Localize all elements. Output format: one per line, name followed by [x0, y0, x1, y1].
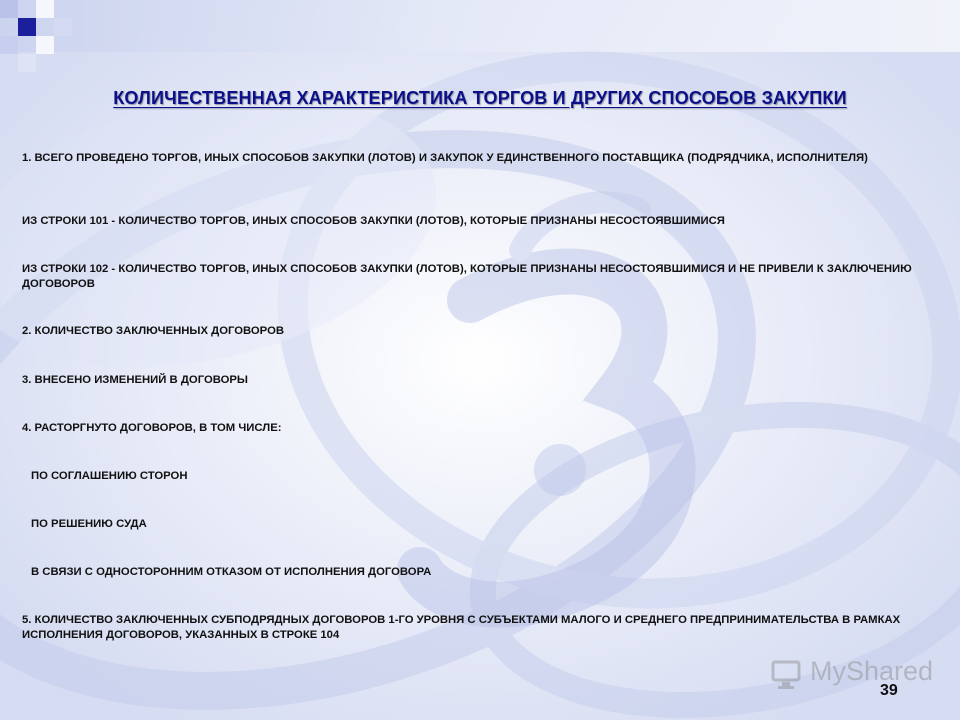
- watermark-text: MyShared: [810, 656, 934, 686]
- list-item-8: ПО РЕШЕНИЮ СУДА: [31, 518, 147, 530]
- list-item-3: ИЗ СТРОКИ 102 - КОЛИЧЕСТВО ТОРГОВ, ИНЫХ СПОСОБОВ ЗАКУПКИ (ЛОТОВ), КОТОРЫЕ ПРИЗНАНЫ НЕСОСТОЯВШИМИСЯ И НЕ ПРИВЕЛИ К ЗАКЛЮЧЕНИЮ ДОГОВОРОВ: [22, 263, 912, 290]
- myshared-watermark-icon: [770, 652, 940, 692]
- list-item-7: ПО СОГЛАШЕНИЮ СТОРОН: [31, 470, 188, 482]
- list-item-5: 3. ВНЕСЕНО ИЗМЕНЕНИЙ В ДОГОВОРЫ: [22, 374, 248, 386]
- list-item-10: 5. КОЛИЧЕСТВО ЗАКЛЮЧЕННЫХ СУБПОДРЯДНЫХ ДОГОВОРОВ 1-ГО УРОВНЯ С СУБЪЕКТАМИ МАЛОГО И СРЕДНЕГО ПРЕДПРИНИМАТЕЛЬСТВА В РАМКАХ ИСПОЛНЕНИЯ ДОГОВОРОВ, УКАЗАННЫХ В СТРОКЕ 104: [22, 614, 901, 641]
- page-title: КОЛИЧЕСТВЕННАЯ ХАРАКТЕРИСТИКА ТОРГОВ И ДРУГИХ СПОСОБОВ ЗАКУПКИ: [113, 88, 847, 108]
- page-number: 39: [880, 682, 898, 699]
- list-item-2: ИЗ СТРОКИ 101 - КОЛИЧЕСТВО ТОРГОВ, ИНЫХ СПОСОБОВ ЗАКУПКИ (ЛОТОВ), КОТОРЫЕ ПРИЗНАНЫ НЕСОСТОЯВШИМИСЯ: [22, 215, 725, 227]
- list-item-9: В СВЯЗИ С ОДНОСТОРОННИМ ОТКАЗОМ ОТ ИСПОЛНЕНИЯ ДОГОВОРА: [31, 566, 432, 578]
- list-item-1: 1. ВСЕГО ПРОВЕДЕНО ТОРГОВ, ИНЫХ СПОСОБОВ ЗАКУПКИ (ЛОТОВ) И ЗАКУПОК У ЕДИНСТВЕННОГО ПОСТАВЩИКА (ПОДРЯДЧИКА, ИСПОЛНИТЕЛЯ): [22, 152, 868, 164]
- list-item-4: 2. КОЛИЧЕСТВО ЗАКЛЮЧЕННЫХ ДОГОВОРОВ: [22, 325, 285, 337]
- watermark-screen-icon: [770, 656, 806, 692]
- list-item-6: 4. РАСТОРГНУТО ДОГОВОРОВ, В ТОМ ЧИСЛЕ:: [22, 422, 282, 434]
